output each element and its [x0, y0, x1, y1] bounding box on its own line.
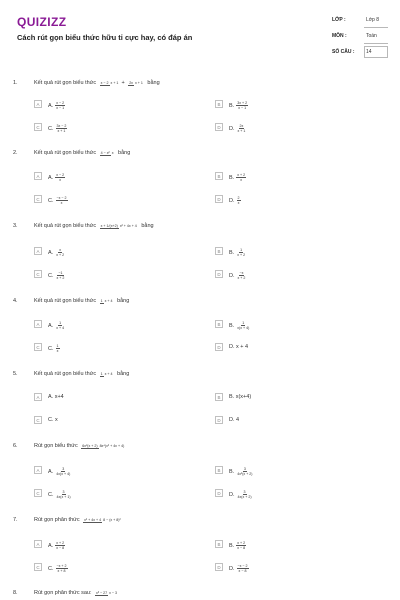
option-text: C. $\frac{1}{x}$ — [48, 344, 59, 353]
meta-label: MÔN : — [332, 33, 347, 39]
option-text: B. $\frac{3x + 2}{x - 1}$ — [229, 101, 248, 110]
option-letter-box: D — [215, 123, 223, 131]
option-text: B. $\frac{x + 2}{x}$ — [229, 173, 246, 182]
option-text: C. $\frac{-x - 2}{x}$ — [48, 196, 67, 205]
option-letter-box: A — [34, 540, 42, 548]
option-text: D. x + 4 — [229, 344, 249, 350]
option-letter-box: C — [34, 416, 42, 424]
option-letter-box: B — [215, 320, 223, 328]
formula-image: x² + 4x + 4 8 − (x + 8)² — [84, 517, 121, 522]
option-text: B. $\frac{1}{x(x + 4)}$ — [229, 321, 250, 330]
option-text: D. $\frac{-x - 2}{x - 8}$ — [229, 564, 248, 573]
question-text — [34, 223, 154, 229]
option-text: A. $\frac{1}{x + 4}$ — [48, 321, 65, 330]
question-text — [34, 150, 130, 156]
question-suffix: bằng — [117, 371, 130, 377]
question-suffix: bằng — [117, 298, 130, 304]
question-text — [34, 590, 120, 596]
meta-row-class — [332, 14, 388, 28]
question-prefix: Kết quả rút gọn biểu thức — [34, 150, 97, 156]
option-letter-box: B — [215, 393, 223, 401]
option-text: C. $\frac{-x + 2}{x + 8}$ — [48, 564, 67, 573]
formula-image: 6x²(x + 2) 8x⁴(x² + 4x + 4) — [82, 443, 125, 448]
meta-label: SỐ CÂU : — [332, 49, 355, 55]
question-prefix: Kết quả rút gọn biểu thức — [34, 80, 97, 86]
question-text — [34, 298, 129, 304]
option-letter-box: D — [215, 489, 223, 497]
question-text: Kết quả rút gọn biểu thức x − 2 x + 1 + 2x x + 1 bằng — [34, 80, 160, 86]
option-letter-box: D — [215, 270, 223, 278]
question-suffix: bằng — [141, 223, 154, 229]
option-letter-box: A — [34, 393, 42, 401]
option-text: B. x(x+4) — [229, 394, 252, 400]
question-number: 4. — [13, 298, 18, 304]
meta-info — [332, 14, 388, 60]
formula-image: 1 x + 4 — [100, 298, 113, 303]
question-number: 5. — [13, 371, 18, 377]
meta-value: 14 — [366, 49, 372, 55]
question-prefix: Kết quả rút gọn biểu thức — [34, 371, 97, 377]
question-prefix: Rút gọn biểu thức — [34, 443, 78, 449]
question-text — [34, 517, 124, 523]
option-letter-box: C — [34, 563, 42, 571]
question-prefix: Kết quả rút gọn biểu thức — [34, 298, 97, 304]
option-letter-box: A — [34, 320, 42, 328]
option-letter-box: D — [215, 195, 223, 203]
question-number: 2. — [13, 150, 18, 156]
option-letter-box: A — [34, 247, 42, 255]
formula-image: x³ − 27 x − 3 — [96, 590, 118, 595]
meta-value: Toán — [366, 33, 377, 39]
meta-label: LỚP : — [332, 17, 346, 23]
option-letter-box: C — [34, 489, 42, 497]
option-text: D. $\frac{-x}{x + 2}$ — [229, 271, 246, 280]
option-text: D. $\frac{3}{4x(x + 2)}$ — [229, 490, 252, 499]
worksheet-header — [0, 0, 400, 62]
option-text: C. x — [48, 417, 58, 423]
question-suffix: bằng — [118, 150, 131, 156]
option-letter-box: C — [34, 343, 42, 351]
formula-image: 2x x + 1 — [129, 80, 143, 85]
option-letter-box: A — [34, 466, 42, 474]
option-letter-box: B — [215, 100, 223, 108]
option-letter-box: A — [34, 172, 42, 180]
option-text: D. 4 — [229, 417, 240, 423]
option-text: D. $\frac{2}{x}$ — [229, 196, 240, 205]
question-number: 1. — [13, 80, 18, 86]
meta-value: Lớp 8 — [366, 17, 380, 23]
page-title: Cách rút gọn biểu thức hữu tỉ cực hay, có đáp án — [17, 33, 193, 42]
option-text: B. $\frac{x + 2}{x - 8}$ — [229, 541, 246, 550]
meta-row-subject — [332, 30, 388, 44]
question-number: 3. — [13, 223, 18, 229]
formula-image: x + 1/(x+2) x² + 4x + 4 — [100, 223, 137, 228]
option-text: A. $\frac{x + 2}{x - 8}$ — [48, 541, 65, 550]
option-letter-box: B — [215, 540, 223, 548]
option-text: D. $\frac{2x}{x + 1}$ — [229, 124, 246, 133]
question-number: 7. — [13, 517, 18, 523]
option-text: A. x+4 — [48, 394, 64, 400]
option-letter-box: C — [34, 123, 42, 131]
meta-row-count — [332, 46, 388, 60]
question-suffix: bằng — [147, 80, 160, 86]
question-prefix: Rút gọn phân thức — [34, 517, 80, 523]
option-text: A. $\frac{x - 2}{x}$ — [48, 173, 65, 182]
option-text: B. $\frac{3}{\text{4x²(x + 2)}}$ — [229, 467, 253, 476]
option-text: C. $\frac{3x - 2}{x + 1}$ — [48, 124, 67, 133]
option-letter-box: C — [34, 270, 42, 278]
question-prefix: Rút gọn phân thức sau: — [34, 590, 92, 596]
option-letter-box: B — [215, 466, 223, 474]
option-letter-box: B — [215, 247, 223, 255]
option-letter-box: B — [215, 172, 223, 180]
option-text: A. $\frac{3}{4x(x + 4)}$ — [48, 467, 71, 476]
option-letter-box: C — [34, 195, 42, 203]
meta-underline — [364, 27, 388, 28]
option-letter-box: D — [215, 343, 223, 351]
question-text — [34, 443, 127, 449]
option-text: B. $\frac{1}{x + 2}$ — [229, 248, 246, 257]
option-letter-box: D — [215, 563, 223, 571]
option-text: C. $\frac{-1}{x + 2}$ — [48, 271, 65, 280]
option-letter-box: A — [34, 100, 42, 108]
option-letter-box: D — [215, 416, 223, 424]
question-number: 6. — [13, 443, 18, 449]
formula-image: 4 − x² x — [100, 150, 114, 155]
meta-underline — [364, 43, 388, 44]
question-prefix: Kết quả rút gọn biểu thức — [34, 223, 97, 229]
quizizz-logo: QUIZIZZ — [17, 15, 67, 29]
option-text: A. $\frac{x - 2}{x - 1}$ — [48, 101, 65, 110]
formula-image: 1 x + 4 — [100, 371, 113, 376]
option-text: A. $\frac{x}{x + 2}$ — [48, 248, 65, 257]
question-number: 8. — [13, 590, 18, 596]
option-text: C. $\frac{3}{4x(x + 1)}$ — [48, 490, 71, 499]
formula-image: x − 2 x + 1 — [100, 80, 119, 85]
question-text — [34, 371, 129, 377]
